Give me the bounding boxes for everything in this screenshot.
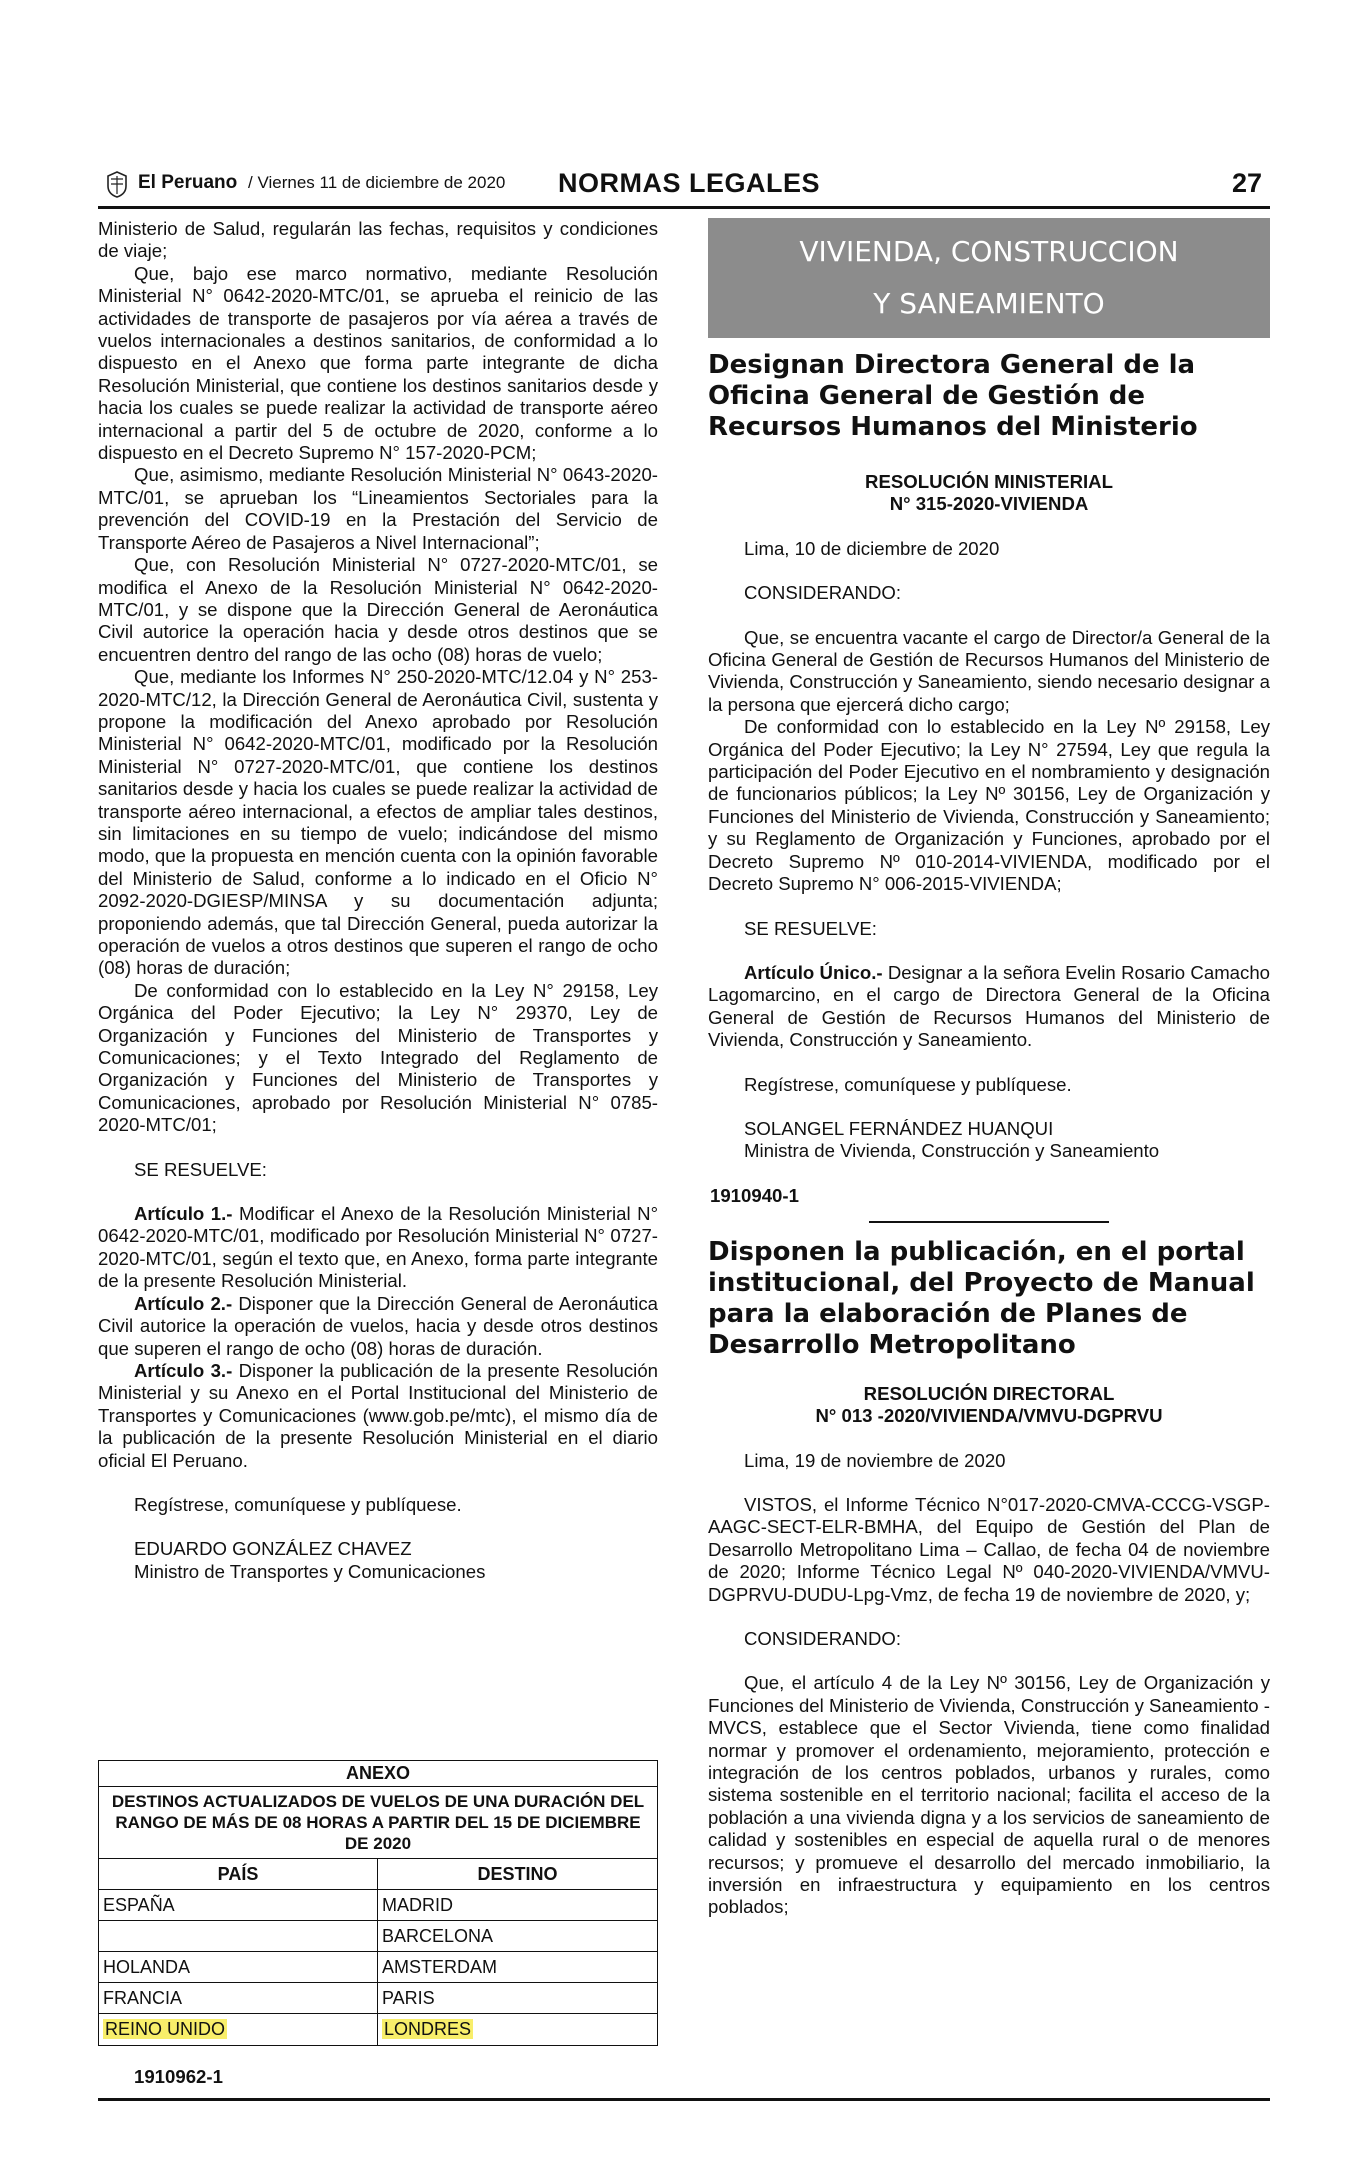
resolution-title: RESOLUCIÓN MINISTERIAL — [865, 471, 1113, 492]
article-text: Disponer que la Dirección General de Aeronáutica Civil autorice la operación de vuelos, hacia y desde otros destinos que superen el rango de ocho (08) horas de duración. — [98, 1292, 659, 1359]
table-cell-country-highlighted — [99, 2014, 378, 2045]
se-resuelve: SE RESUELVE: — [744, 917, 877, 939]
table-cell-country: ESPAÑA — [99, 1890, 378, 1921]
annex-title: ANEXO — [99, 1761, 657, 1787]
table-cell-destination: MADRID — [378, 1890, 657, 1921]
considerando: CONSIDERANDO: — [744, 1628, 902, 1649]
paragraph: Que, el artículo 4 de la Ley Nº 30156, Ley de Organización y Funciones del Ministerio de Vivienda, Construcción y Saneamiento - MVCS, establece que el Sector Vivienda, tiene como finalidad normar y promover el ordenamiento, mejoramiento, protección e integración de los centros poblados, urbanos y rurales, como sistema sostenible en el territorio nacional; facilita el acceso de la población a una vivienda digna y a los servicios de saneamiento de calidad y sostenibles en especial de aquella rural o de menores recursos; y promueve el desarrollo del mercado inmobiliario, la inversión en infraestructura y equipamiento en los centros poblados; — [708, 1672, 1270, 1918]
closing-formula: Regístrese, comuníquese y publíquese. — [744, 1073, 1072, 1095]
resolution-number: N° 013 -2020/VIVIENDA/VMVU-DGPRVU — [815, 1405, 1163, 1427]
resolution-number: N° 315-2020-VIVIENDA — [889, 493, 1089, 515]
footer-rule — [98, 2098, 1270, 2101]
article-headline: Designan Directora General de la Oficina General de Gestión de Recursos Humanos del Ministerio — [708, 350, 1198, 442]
publication-code: 1910940-1 — [710, 1184, 799, 1206]
page-number: 27 — [1231, 168, 1262, 198]
page-header — [98, 168, 1270, 202]
table-cell-country — [99, 1921, 378, 1952]
highlighted-text: LONDRES — [384, 2019, 472, 2039]
paragraph: Que, se encuentra vacante el cargo de Director/a General de la Oficina General de Gestión de Recursos Humanos del Ministerio de Vivienda, Construcción y Saneamiento, siendo necesario designar a la persona que ejercerá dicho cargo; — [708, 626, 1270, 715]
article-label: Artículo 3.- — [134, 1359, 233, 1381]
issue-date: / Viernes 11 de diciembre de 2020 — [248, 173, 506, 192]
paragraph: Que, asimismo, mediante Resolución Ministerial N° 0643-2020-MTC/01, se aprueban los “Lineamientos Sectoriales para la prevención del COVID-19 en la Prestación del Servicio de Transporte Aéreo de Pasajeros a Nivel Internacional”; — [98, 464, 658, 553]
article-label: Artículo 1.- — [134, 1203, 233, 1225]
signer-role: Ministra de Vivienda, Construcción y Saneamiento — [744, 1140, 1160, 1162]
article-text: Designar a la señora Evelin Rosario Camacho Lagomarcino, en el cargo de Directora General de la Oficina General de Gestión de Recursos Humanos del Ministerio de Vivienda, Construcción y Saneamiento. — [708, 961, 1271, 1051]
article-headline: Disponen la publicación, en el portal institucional, del Proyecto de Manual para la elaboración de Planes de Desarrollo Metropolitano — [708, 1236, 1255, 1360]
table-cell-destination: PARIS — [378, 1983, 657, 2014]
signer-name: SOLANGEL FERNÁNDEZ HUANQUI — [744, 1117, 1054, 1139]
paragraph: De conformidad con lo establecido en la Ley N° 29158, Ley Orgánica del Poder Ejecutivo; la Ley N° 29370, Ley de Organización y Funciones del Ministerio de Transportes y Comunicaciones; y el Texto Integrado del Reglamento de Organización y Funciones del Ministerio de Transportes y Comunicaciones, aprobado por Resolución Ministerial N° 0785-2020-MTC/01; — [98, 979, 658, 1136]
annex-table — [98, 1760, 658, 2046]
table-cell-destination: BARCELONA — [378, 1921, 657, 1952]
se-resuelve: SE RESUELVE: — [134, 1158, 267, 1180]
article-label: Artículo 2.- — [134, 1292, 233, 1314]
place-date: Lima, 19 de noviembre de 2020 — [744, 1449, 1006, 1471]
column-header-destination: DESTINO — [378, 1859, 657, 1890]
newspaper-name: El Peruano — [138, 172, 238, 193]
table-cell-country: FRANCIA — [99, 1983, 378, 2014]
article-1 — [98, 1203, 658, 1293]
left-column — [98, 218, 658, 1583]
paragraph: Que, con Resolución Ministerial N° 0727-2020-MTC/01, se modifica el Anexo de la Resolución Ministerial N° 0642-2020-MTC/01, y se dispone que la Dirección General de Aeronáutica Civil autorice la operación hacia y desde otros destinos que se encuentren dentro del rango de las ocho (08) horas de vuelo; — [98, 554, 658, 665]
section-title: NORMAS LEGALES — [558, 168, 821, 198]
section-banner — [708, 218, 1270, 338]
table-cell-destination: AMSTERDAM — [378, 1952, 657, 1983]
article-unico — [708, 962, 1270, 1052]
table-cell-destination-highlighted — [378, 2014, 657, 2045]
article-text: Modificar el Anexo de la Resolución Ministerial N° 0642-2020-MTC/01, modificado por Resolución Ministerial N° 0727-2020-MTC/01, según el texto que, en Anexo, forma parte integrante de la presente Resolución Ministerial. — [98, 1203, 659, 1292]
signer-role: Ministro de Transportes y Comunicaciones — [134, 1560, 486, 1582]
banner-line: Y SANEAMIENTO — [873, 287, 1105, 320]
closing-formula: Regístrese, comuníquese y publíquese. — [134, 1493, 462, 1515]
banner-line: VIVIENDA, CONSTRUCCION — [799, 235, 1179, 268]
publication-code: 1910962-1 — [134, 2066, 223, 2087]
resolution-title: RESOLUCIÓN DIRECTORAL — [863, 1382, 1115, 1404]
coat-of-arms-icon — [104, 170, 130, 198]
considerando: CONSIDERANDO: — [744, 582, 902, 604]
table-cell-country: HOLANDA — [99, 1952, 378, 1983]
signer-name: EDUARDO GONZÁLEZ CHAVEZ — [134, 1538, 412, 1560]
article-text: Disponer la publicación de la presente Resolución Ministerial y su Anexo en el Portal Institucional del Ministerio de Transportes y Comunicaciones (www.gob.pe/mtc), el mismo día de la publicación de la presente Resolución Ministerial en el diario oficial El Peruano. — [98, 1359, 658, 1471]
vistos: VISTOS, el Informe Técnico N°017-2020-CMVA-CCCG-VSGP-AAGC-SECT-ELR-BMHA, del Equipo de Gestión del Plan de Desarrollo Metropolitano Lima – Callao, de fecha 04 de noviembre de 2020; Informe Técnico Legal Nº 040-2020-VIVIENDA/VMVU-DGPRVU-DUDU-Lpg-Vmz, de fecha 19 de noviembre de 2020, y; — [708, 1493, 1270, 1605]
article-label: Artículo Único.- — [744, 961, 883, 983]
right-column — [708, 218, 1270, 1919]
annex-grid — [99, 1859, 657, 2045]
header-rule — [98, 206, 1270, 209]
highlighted-text: REINO UNIDO — [105, 2019, 226, 2039]
paragraph: De conformidad con lo establecido en la Ley Nº 29158, Ley Orgánica del Poder Ejecutivo; la Ley N° 27594, Ley que regula la participación del Poder Ejecutivo en el nombramiento y designación de funcionarios públicos; la Ley Nº 30156, Ley de Organización y Funciones del Ministerio de Vivienda, Construcción y Saneamiento; y su Reglamento de Organización y Funciones, aprobado por el Decreto Supremo Nº 010-2014-VIVIENDA, modificado por el Decreto Supremo N° 006-2015-VIVIENDA; — [708, 716, 1270, 895]
column-header-country: PAÍS — [99, 1859, 378, 1890]
article-2 — [98, 1293, 658, 1360]
annex-subtitle: DESTINOS ACTUALIZADOS DE VUELOS DE UNA DURACIÓN DEL RANGO DE MÁS DE 08 HORAS A PARTIR DEL 15 DE DICIEMBRE DE 2020 — [99, 1787, 657, 1859]
article-3 — [98, 1360, 658, 1472]
paragraph: Que, mediante los Informes N° 250-2020-MTC/12.04 y N° 253-2020-MTC/12, la Dirección General de Aeronáutica Civil, sustenta y propone la modificación del Anexo aprobado por Resolución Ministerial N° 0642-2020-MTC/01, modificado por la Resolución Ministerial N° 0727-2020-MTC/01, que contiene los destinos sanitarios desde y hacia los cuales se puede realizar la actividad de transporte aéreo internacional, a efectos de ampliar tales destinos, sin limitaciones en su tiempo de vuelo; indicándose del mismo modo, que la propuesta en mención cuenta con la opinión favorable del Ministerio de Salud, conforme a lo indicado en el Oficio N° 2092-2020-DGIESP/MINSA y su documentación adjunta; proponiendo además, que tal Dirección General, pueda autorizar la operación de vuelos a otros destinos que superen el rango de ocho (08) horas de duración; — [98, 666, 658, 979]
paragraph: Ministerio de Salud, regularán las fechas, requisitos y condiciones de viaje; — [98, 218, 658, 262]
paragraph: Que, bajo ese marco normativo, mediante Resolución Ministerial N° 0642-2020-MTC/01, se aprueba el reinicio de las actividades de transporte de pasajeros por vía aérea a través de vuelos internacionales a destinos sanitarios, de conformidad a lo dispuesto en el Anexo que forma parte integrante de dicha Resolución Ministerial, que contiene los destinos sanitarios desde y hacia los cuales se puede realizar la actividad de transporte aéreo internacional a partir del 5 de octubre de 2020, conforme a lo dispuesto en el Decreto Supremo N° 157-2020-PCM; — [98, 262, 658, 464]
place-date: Lima, 10 de diciembre de 2020 — [744, 537, 1000, 559]
